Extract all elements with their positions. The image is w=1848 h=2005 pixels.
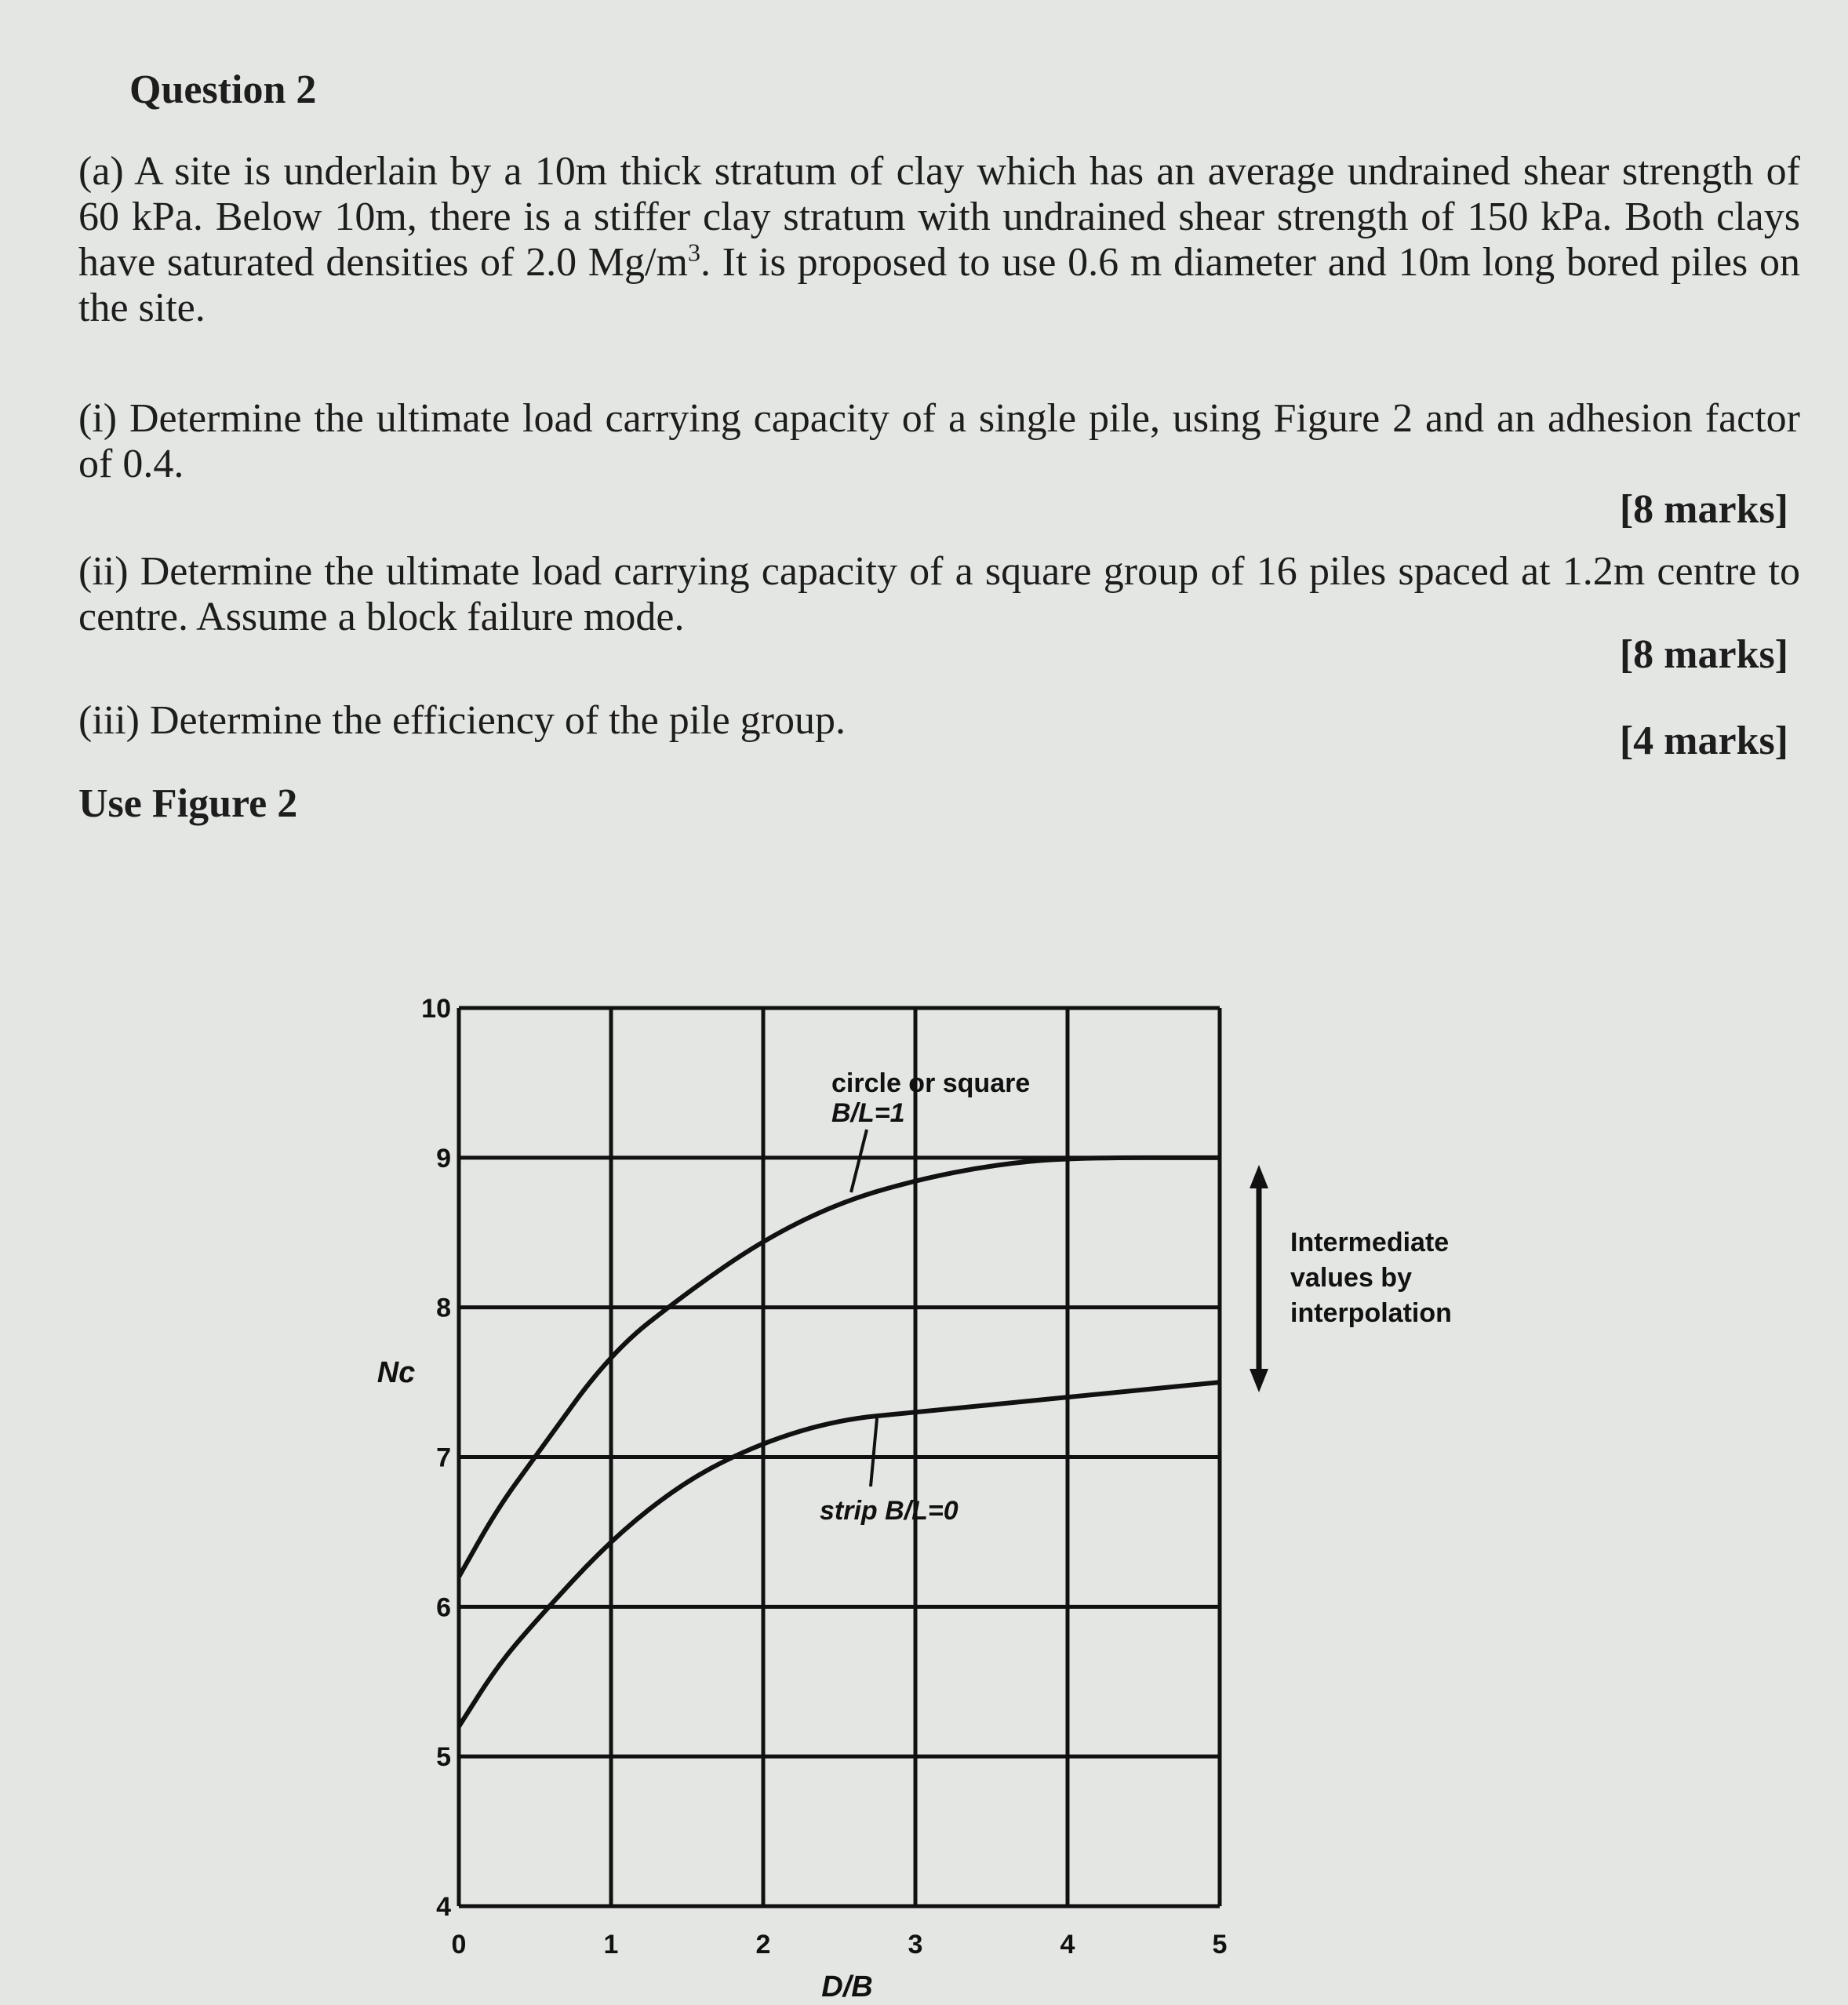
marks-i: [8 marks] [1619, 487, 1788, 532]
annotation-text: values by [1290, 1263, 1412, 1293]
part-a-end: . It is proposed to use 0.6 m diameter and 10m long bored piles on the site. [78, 240, 1800, 330]
y-axis-label: Nc [377, 1356, 416, 1390]
x-tick-label: 4 [1060, 1930, 1075, 1960]
y-tick-label: 4 [436, 1892, 451, 1922]
sub-question-i: (i) Determine the ultimate load carrying capacity of a single pile, using Figure 2 and an adhesion factor of 0.4. [78, 396, 1800, 486]
use-figure-label: Use Figure 2 [78, 781, 298, 826]
marks-iii: [4 marks] [1619, 719, 1788, 763]
x-tick-label: 3 [908, 1930, 923, 1960]
x-tick-label: 5 [1212, 1930, 1228, 1960]
sub-question-iii: (iii) Determine the efficiency of the pile group. [78, 698, 846, 743]
superscript: 3 [687, 238, 700, 267]
leader-line [851, 1130, 867, 1192]
series-line-strip [459, 1382, 1220, 1727]
arrow-down-icon [1250, 1369, 1268, 1392]
x-tick-label: 0 [451, 1930, 467, 1960]
annotation-text: Intermediate [1290, 1228, 1450, 1257]
y-tick-label: 9 [436, 1143, 451, 1174]
question-title: Question 2 [129, 67, 317, 112]
series-label-strip: strip B/L=0 [820, 1496, 959, 1526]
y-tick-label: 8 [436, 1293, 451, 1323]
leader-line [871, 1418, 877, 1486]
series-label-square: circle or square [831, 1068, 1031, 1098]
part-a-body: (a) A site is underlain by a 10m thick stratum of clay which has an average undrained shear strength of 60 kPa. Below 10m, there is a stiffer clay stratum with undrained shear strength of 150 kPa. Both clays have saturated densities of 2.0 Mg/m [78, 149, 1800, 285]
x-tick-label: 2 [755, 1930, 771, 1960]
y-tick-label: 5 [436, 1742, 451, 1773]
x-tick-label: 1 [603, 1930, 619, 1960]
x-axis-label: D/B [821, 1970, 873, 2003]
series-label-square-ratio: B/L=1 [831, 1098, 905, 1128]
y-tick-label: 7 [436, 1443, 451, 1473]
annotation-text: interpolation [1290, 1298, 1452, 1328]
arrow-up-icon [1250, 1165, 1268, 1188]
sub-question-ii: (ii) Determine the ultimate load carrying capacity of a square group of 16 piles spaced at 1.2m centre to centre. Assume a block failure mode. [78, 549, 1800, 639]
y-tick-label: 10 [421, 994, 451, 1024]
y-tick-label: 6 [436, 1592, 451, 1623]
marks-ii: [8 marks] [1619, 632, 1788, 677]
